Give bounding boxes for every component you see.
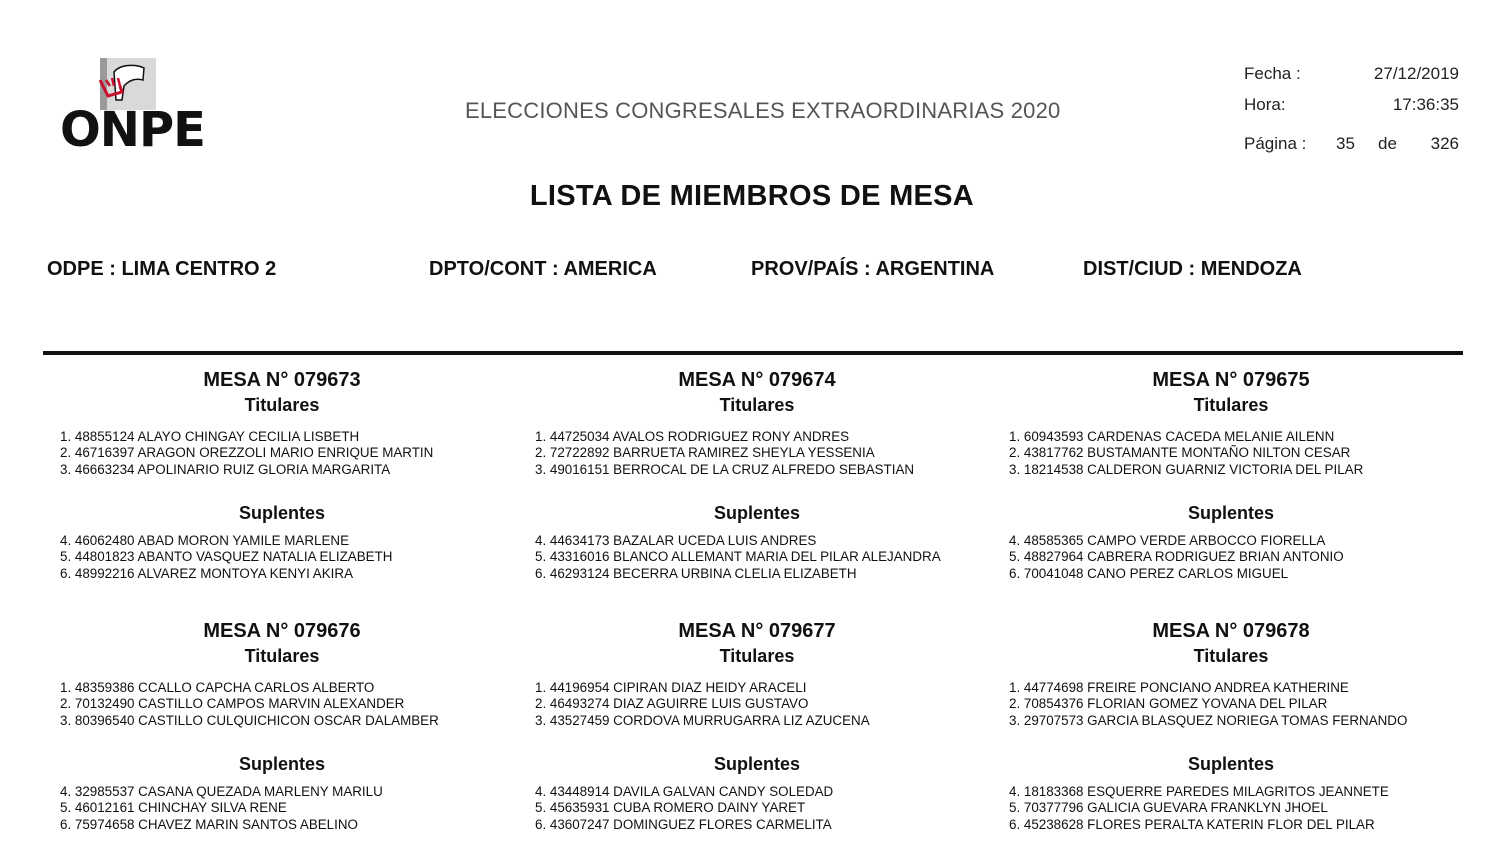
suplentes-heading: Suplentes	[238, 754, 326, 774]
member-item: 6. 46293124 BECERRA URBINA CLELIA ELIZABETH	[535, 565, 857, 581]
member-item: 2. 43817762 BUSTAMANTE MONTAÑO NILTON CESAR	[1009, 445, 1351, 461]
member-item: 6. 48992216 ALVAREZ MONTOYA KENYI AKIRA	[60, 565, 353, 581]
pagina-total: 326	[1430, 134, 1459, 153]
titulares-list	[1009, 429, 1363, 478]
member-item: 4. 48585365 CAMPO VERDE ARBOCCO FIORELLA	[1009, 533, 1326, 548]
onpe-logo	[58, 56, 208, 166]
titulares-heading: Titulares	[719, 395, 795, 415]
suplentes-heading: Suplentes	[1187, 503, 1275, 523]
titulares-list	[1009, 680, 1407, 729]
member-item: 2. 46716397 ARAGON OREZZOLI MARIO ENRIQUE MARTIN	[60, 445, 434, 461]
mesa-title: MESA N° 079676	[203, 620, 361, 642]
pagina-row	[1244, 134, 1459, 156]
member-item: 2. 72722892 BARRUETA RAMIREZ SHEYLA YESSENIA	[535, 445, 875, 461]
prov-label: PROV/PAÍS : ARGENTINA	[751, 258, 995, 280]
pagina-de: de	[1378, 134, 1397, 153]
member-item: 3. 43527459 CORDOVA MURRUGARRA LIZ AZUCENA	[535, 712, 870, 728]
suplentes-heading: Suplentes	[713, 503, 801, 523]
member-item: 4. 46062480 ABAD MORON YAMILE MARLENE	[60, 533, 350, 548]
titulares-list	[60, 429, 433, 478]
member-item: 4. 32985537 CASANA QUEZADA MARLENY MARILU	[60, 784, 383, 799]
pagina-label: Página :	[1244, 134, 1307, 153]
member-item: 5. 45635931 CUBA ROMERO DAINY YARET	[535, 800, 806, 816]
suplentes-list	[60, 784, 383, 833]
member-item: 3. 49016151 BERROCAL DE LA CRUZ ALFREDO SEBASTIAN	[535, 461, 915, 477]
member-item: 3. 80396540 CASTILLO CULQUICHICON OSCAR DALAMBER	[60, 712, 439, 728]
member-item: 1. 44196954 CIPIRAN DIAZ HEIDY ARACELI	[535, 680, 807, 695]
titulares-heading: Titulares	[244, 395, 320, 415]
logo-text: ONPE	[60, 102, 205, 158]
member-item: 4. 18183368 ESQUERRE PAREDES MILAGRITOS JEANNETE	[1009, 784, 1389, 799]
dist-label: DIST/CIUD : MENDOZA	[1083, 258, 1302, 280]
fecha-label: Fecha :	[1244, 64, 1301, 83]
mesa-title: MESA N° 079675	[1152, 369, 1310, 391]
titulares-heading: Titulares	[1193, 395, 1269, 415]
member-item: 6. 43607247 DOMINGUEZ FLORES CARMELITA	[535, 816, 832, 832]
suplentes-heading: Suplentes	[713, 754, 801, 774]
mesa-title: MESA N° 079673	[203, 369, 361, 391]
hora-label: Hora:	[1244, 95, 1286, 114]
member-item: 1. 44725034 AVALOS RODRIGUEZ RONY ANDRES	[535, 429, 850, 444]
member-item: 5. 44801823 ABANTO VASQUEZ NATALIA ELIZABETH	[60, 549, 393, 565]
titulares-list	[535, 429, 914, 478]
suplentes-list	[1009, 784, 1389, 833]
fecha-row	[1244, 64, 1459, 86]
titulares-heading: Titulares	[244, 646, 320, 666]
member-item: 2. 46493274 DIAZ AGUIRRE LUIS GUSTAVO	[535, 696, 809, 712]
member-item: 5. 70377796 GALICIA GUEVARA FRANKLYN JHOEL	[1009, 800, 1328, 816]
member-item: 1. 48855124 ALAYO CHINGAY CECILIA LISBETH	[60, 429, 360, 444]
dpto-label: DPTO/CONT : AMERICA	[429, 258, 657, 280]
member-item: 1. 44774698 FREIRE PONCIANO ANDREA KATHERINE	[1009, 680, 1349, 695]
member-item: 5. 43316016 BLANCO ALLEMANT MARIA DEL PILAR ALEJANDRA	[535, 549, 941, 565]
member-item: 3. 46663234 APOLINARIO RUIZ GLORIA MARGARITA	[60, 461, 391, 477]
member-item: 3. 29707573 GARCIA BLASQUEZ NORIEGA TOMAS FERNANDO	[1009, 712, 1408, 728]
member-item: 6. 70041048 CANO PEREZ CARLOS MIGUEL	[1009, 565, 1289, 581]
mesa-title: MESA N° 079674	[678, 369, 836, 391]
member-item: 1. 48359386 CCALLO CAPCHA CARLOS ALBERTO	[60, 680, 375, 695]
suplentes-list	[535, 533, 941, 582]
member-item: 2. 70132490 CASTILLO CAMPOS MARVIN ALEXANDER	[60, 696, 405, 712]
page-title: LISTA DE MIEMBROS DE MESA	[529, 180, 975, 212]
titulares-heading: Titulares	[719, 646, 795, 666]
suplentes-list	[60, 533, 392, 582]
member-item: 2. 70854376 FLORIAN GOMEZ YOVANA DEL PILAR	[1009, 696, 1328, 712]
fecha-value: 27/12/2019	[1373, 64, 1459, 83]
suplentes-heading: Suplentes	[1187, 754, 1275, 774]
election-title: ELECCIONES CONGRESALES EXTRAORDINARIAS 2020	[465, 98, 1061, 123]
hora-row	[1244, 95, 1459, 117]
hora-value: 17:36:35	[1392, 95, 1459, 114]
suplentes-heading: Suplentes	[238, 503, 326, 523]
member-item: 5. 48827964 CABRERA RODRIGUEZ BRIAN ANTONIO	[1009, 549, 1344, 565]
member-item: 6. 45238628 FLORES PERALTA KATERIN FLOR DEL PILAR	[1009, 816, 1375, 832]
titulares-list	[535, 680, 870, 729]
suplentes-list	[1009, 533, 1344, 582]
member-item: 1. 60943593 CARDENAS CACEDA MELANIE AILENN	[1009, 429, 1335, 444]
pagina-number: 35	[1336, 134, 1355, 153]
mesa-title: MESA N° 079678	[1152, 620, 1310, 642]
titulares-list	[60, 680, 439, 729]
member-item: 4. 43448914 DAVILA GALVAN CANDY SOLEDAD	[535, 784, 834, 799]
divider	[43, 351, 1463, 355]
odpe-label: ODPE : LIMA CENTRO 2	[47, 258, 277, 280]
suplentes-list	[535, 784, 833, 833]
member-item: 6. 75974658 CHAVEZ MARIN SANTOS ABELINO	[60, 816, 358, 832]
report-meta	[1244, 64, 1459, 153]
mesa-title: MESA N° 079677	[678, 620, 836, 642]
titulares-heading: Titulares	[1193, 646, 1269, 666]
member-item: 3. 18214538 CALDERON GUARNIZ VICTORIA DEL PILAR	[1009, 461, 1364, 477]
member-item: 4. 44634173 BAZALAR UCEDA LUIS ANDRES	[535, 533, 817, 548]
member-item: 5. 46012161 CHINCHAY SILVA RENE	[60, 800, 287, 816]
